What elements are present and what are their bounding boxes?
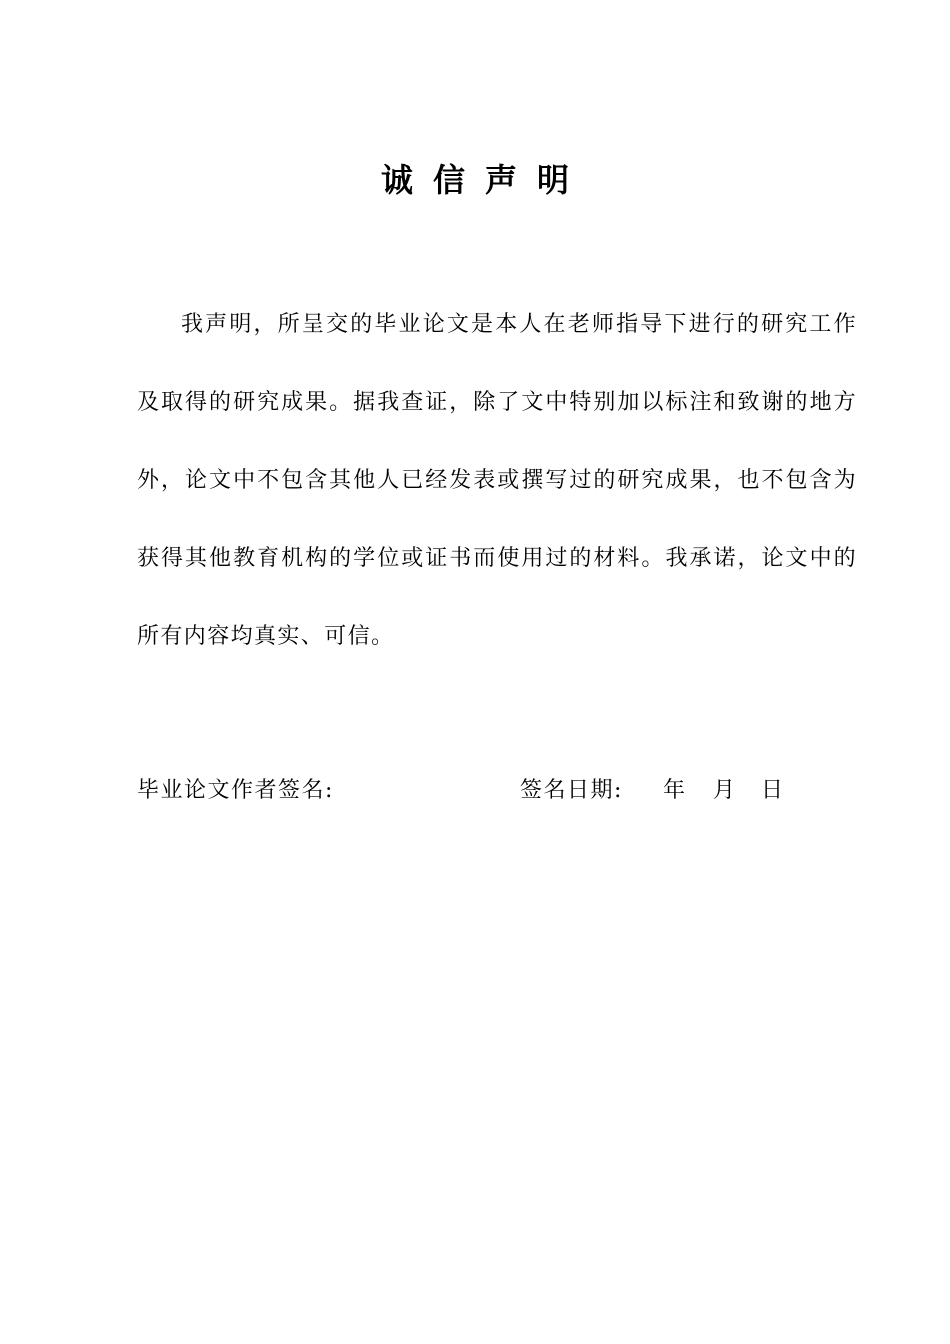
signature-date-label: 签名日期:	[520, 778, 623, 803]
month-label: 月	[713, 778, 736, 803]
year-label: 年	[663, 778, 686, 803]
page-title: 诚信声明	[380, 161, 589, 199]
declaration-paragraph: 我声明，所呈交的毕业论文是本人在老师指导下进行的研究工作及取得的研究成果。据我查证，除了文中特别加以标注和致谢的地方外，论文中不包含其他人已经发表或撰写过的研究成果，也不包含为获得其他教育机构的学位或证书而使用过的材料。我承诺，论文中的所有内容均真实、可信。	[137, 312, 857, 649]
author-signature-label: 毕业论文作者签名:	[137, 778, 334, 803]
day-label: 日	[761, 778, 784, 803]
signature-row	[137, 774, 857, 808]
